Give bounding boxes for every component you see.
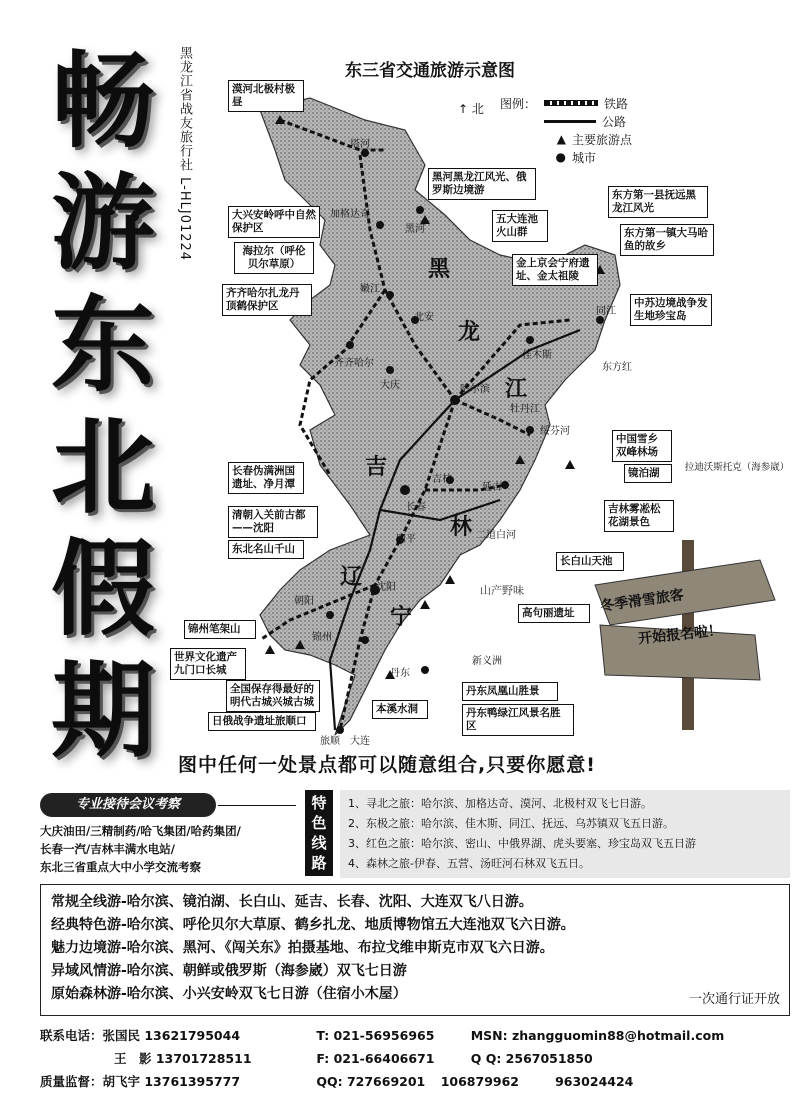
city-label: 佳木斯 (522, 350, 552, 361)
tour-line: 常规全线游-哈尔滨、镜泊湖、长白山、延吉、长春、沈阳、大连双飞八日游。 (51, 894, 533, 910)
misc-label: 山产野味 (480, 584, 524, 597)
attraction-label: 大兴安岭呼中自然保护区 (228, 206, 320, 238)
attraction-label: 丹东凤凰山胜景 (462, 682, 558, 701)
contact-msn: MSN: zhangguomin88@hotmail.com (470, 1028, 725, 1043)
province-label: 林 (450, 514, 473, 540)
province-label: 龙 (458, 319, 481, 345)
contact-phone: 联系电话：张国民 13621795044 (40, 1028, 241, 1043)
pass-note: 一次通行证开放 (688, 992, 780, 1007)
city-label: 沈阳 (376, 582, 396, 593)
attraction-label: 吉林雾凇松花湖景色 (604, 500, 674, 532)
attraction-label: 中苏边境战争发生地珍宝岛 (630, 294, 712, 326)
legend-attraction: 主要旅游点 (572, 132, 633, 147)
tour-line: 异域风情游-哈尔滨、朝鲜或俄罗斯（海参崴）双飞七日游 (51, 963, 407, 979)
tour-line: 魅力边境游-哈尔滨、黑河、《闯关东》拍摄基地、布拉戈维申斯克市双飞六日游。 (51, 940, 554, 956)
attraction-label: 齐齐哈尔扎龙丹顶鹤保护区 (222, 284, 312, 316)
north-arrow (458, 100, 484, 117)
attraction-label: 东北名山千山 (228, 540, 304, 559)
city-label: 吉林 (432, 474, 452, 485)
dot-icon: ● (555, 150, 566, 164)
city-label: 旅顺 (320, 736, 340, 747)
attraction-label: 锦州笔架山 (184, 620, 256, 639)
attraction-label: 东方第一镇大马哈鱼的故乡 (620, 224, 714, 256)
services-line: 大庆油田/三精制药/哈飞集团/哈药集团/ (40, 824, 241, 838)
city-label: 延吉 (482, 482, 502, 493)
title-char: 畅 (50, 40, 155, 162)
tour-line: 原始森林游-哈尔滨、小兴安岭双飞七日游（住宿小木屋） (51, 986, 407, 1002)
services-line: 长春一汽/吉林丰满水电站/ (40, 842, 175, 856)
attraction-label: 中国雪乡双峰林场 (612, 430, 672, 462)
attraction-label: 长春伪满洲国遗址、净月潭 (228, 462, 304, 494)
city-label: 二道白河 (476, 530, 516, 541)
attraction-label: 清朝入关前古都——沈阳 (228, 506, 318, 538)
services-badge: 专业接待会议考察 (40, 793, 216, 817)
city-label: 嫩江 (360, 284, 380, 295)
attraction-label: 镜泊湖 (624, 464, 672, 483)
attraction-label: 全国保存得最好的明代古城兴城古城 (226, 680, 320, 712)
city-label: 哈尔滨 (460, 384, 490, 395)
legend-row-highway (500, 112, 700, 130)
contact-fax: F: 021-66406671 (316, 1051, 435, 1066)
attraction-label: 金上京会宁府遗址、金太祖陵 (512, 254, 598, 286)
sign-line2: 开始报名啦！ (637, 622, 723, 648)
supervisor-qq: QQ: 727669201 (316, 1074, 426, 1089)
city-label: 大连 (350, 736, 370, 747)
province-label: 黑 (428, 256, 451, 282)
attraction-label: 海拉尔（呼伦贝尔草原） (234, 242, 314, 274)
vladivostok-label: 拉迪沃斯托克（海参崴） (684, 462, 790, 473)
special-routes-list (340, 790, 790, 878)
legend-city: 城市 (572, 150, 597, 165)
page-title (38, 40, 168, 772)
city-label: 大庆 (380, 380, 400, 391)
triangle-icon: ▲ (556, 132, 566, 146)
attraction-label: 高句丽遗址 (518, 604, 590, 623)
railway-icon (544, 100, 598, 106)
city-label: 北安 (414, 312, 434, 323)
supervisor-qq: 963024424 (555, 1074, 634, 1089)
province-label: 吉 (365, 454, 388, 480)
legend-highway: 公路 (602, 114, 627, 129)
title-char: 东 (50, 284, 155, 406)
title-char: 假 (50, 528, 155, 650)
legend-row-railway (500, 94, 700, 112)
attraction-label: 长白山天池 (556, 552, 624, 571)
city-label: 塔河 (350, 139, 370, 150)
legend-row-city (500, 148, 700, 166)
legend-title: 图例： (500, 96, 537, 111)
contact-row (40, 1047, 800, 1070)
city-label: 四平 (396, 534, 416, 545)
attraction-label: 东方第一县抚远黑龙江风光 (608, 186, 708, 218)
contact-phone: 王 影 13701728511 (114, 1051, 252, 1066)
city-label: 东方红 (602, 362, 632, 373)
contacts (40, 1024, 800, 1093)
attraction-label: 本溪水洞 (372, 700, 428, 719)
divider (218, 805, 296, 806)
legend-row-attraction (500, 130, 700, 148)
city-label: 新义洲 (472, 656, 502, 667)
attraction-label: 世界文化遗产九门口长城 (170, 648, 246, 680)
special-route-item: 4、森林之旅-伊春、五营、汤旺河石林双飞五日。 (348, 857, 590, 870)
contact-row (40, 1024, 800, 1047)
attraction-label: 漠河北极村极昼 (228, 80, 304, 112)
contact-row (40, 1070, 800, 1093)
province-label: 江 (505, 376, 528, 402)
services-line: 东北三省重点大中小学交流考察 (40, 860, 201, 874)
city-label: 朝阳 (294, 596, 314, 607)
contact-qq: Q Q: 2567051850 (470, 1051, 593, 1066)
special-route-item: 3、红色之旅：哈尔滨、密山、中俄界湖、虎头要塞、珍宝岛双飞五日游 (348, 837, 696, 850)
attraction-label: 日俄战争遗址旅顺口 (208, 712, 316, 731)
slogan: 图中任何一处景点都可以随意组合,只要你愿意! (178, 754, 596, 776)
attraction-label: 五大连池火山群 (492, 210, 548, 242)
special-route-item: 2、东极之旅：哈尔滨、佳木斯、同江、抚远、乌苏镇双飞五日游。 (348, 817, 674, 830)
services-list (40, 822, 310, 876)
north-arrow-icon: ↑ (458, 102, 469, 116)
special-route-item: 1、寻北之旅：哈尔滨、加格达奇、漠河、北极村双飞七日游。 (348, 797, 652, 810)
north-label: 北 (471, 102, 484, 116)
title-char: 游 (50, 162, 155, 284)
city-label: 牡丹江 (510, 404, 540, 415)
city-label: 齐齐哈尔 (334, 358, 374, 369)
quality-supervisor: 质量监督：胡飞宇 13761395777 (40, 1074, 241, 1089)
agency-name: 黑龙江省战友旅行社 L-HLJ01224 (177, 46, 192, 262)
highway-icon (544, 120, 596, 123)
city-label: 黑河 (405, 224, 425, 235)
map-title: 东三省交通旅游示意图 (345, 61, 515, 81)
title-char: 期 (50, 650, 155, 772)
province-label: 辽 (340, 564, 363, 590)
city-label: 同江 (596, 306, 616, 317)
city-label: 长春 (406, 502, 426, 513)
city-label: 加格达奇 (330, 209, 370, 220)
map-legend (500, 94, 700, 166)
attraction-label: 丹东鸭绿江风景名胜区 (462, 704, 574, 736)
contact-tel: T: 021-56956965 (316, 1028, 435, 1043)
tour-line: 经典特色游-哈尔滨、呼伦贝尔大草原、鹤乡扎龙、地质博物馆五大连池双飞六日游。 (51, 917, 575, 933)
special-routes-tag: 特 色 线 路 (305, 790, 333, 876)
sign-line1: 冬季滑雪旅客 (599, 587, 685, 615)
province-label: 宁 (390, 604, 413, 630)
city-label: 锦州 (312, 632, 332, 643)
supervisor-qq: 106879962 (440, 1074, 519, 1089)
city-label: 丹东 (390, 668, 410, 679)
title-char: 北 (50, 406, 155, 528)
city-label: 绥芬河 (540, 426, 570, 437)
attraction-label: 黑河黑龙江风光、俄罗斯边境游 (428, 168, 536, 200)
legend-railway: 铁路 (604, 96, 629, 111)
